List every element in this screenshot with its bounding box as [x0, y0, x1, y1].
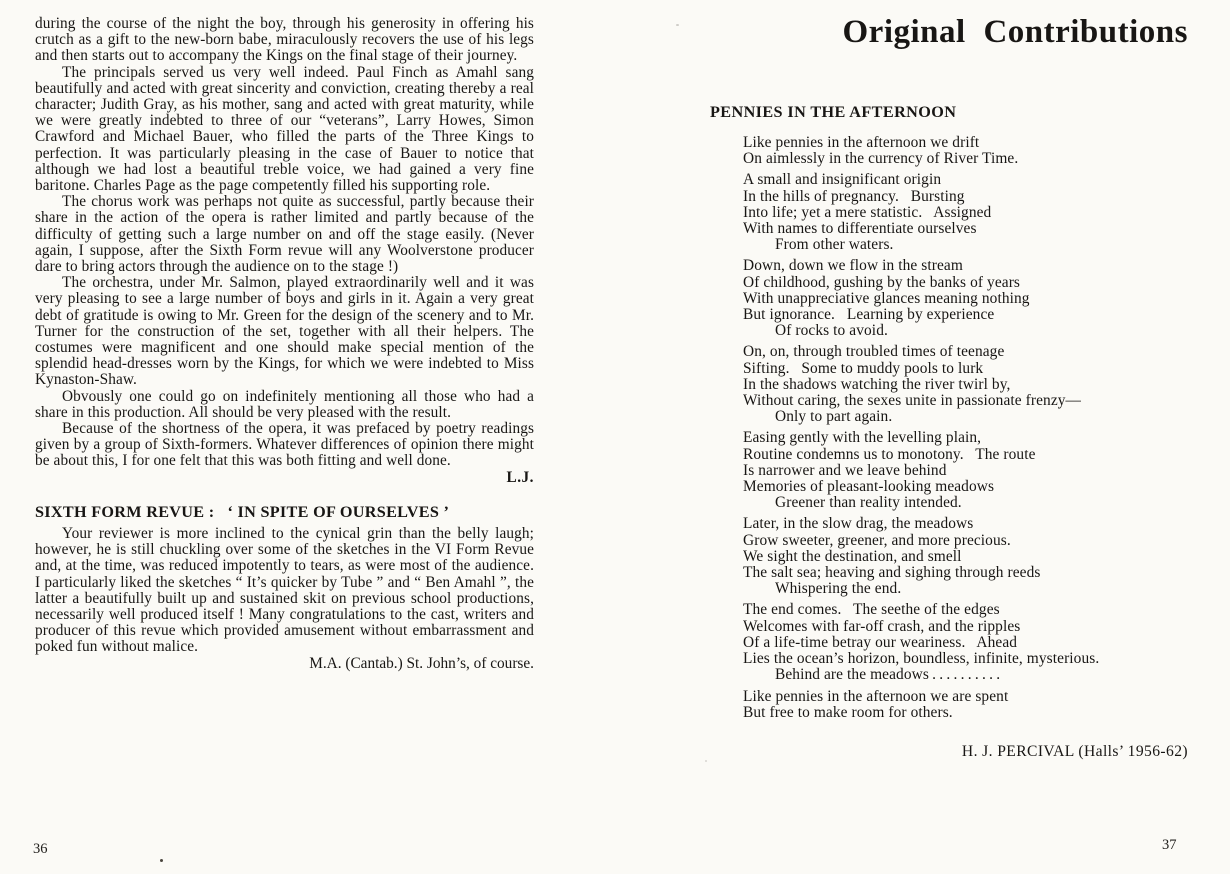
poem-line: Into life; yet a mere statistic. Assigned — [743, 203, 992, 221]
poem-stanza — [743, 602, 1188, 683]
left-page-number: 36 — [33, 841, 48, 857]
right-page — [708, 12, 1188, 760]
poem-line: Grow sweeter, greener, and more precious. — [743, 531, 1011, 549]
poem-line: Behind are the meadows . . . . . . . . . . — [775, 666, 1001, 684]
review-paragraph: Obvously one could go on indefinitely mentioning all those who had a share in this production. All should be very pleased with the result. — [35, 387, 534, 421]
poem-line: But ignorance. Learning by experience — [743, 306, 995, 324]
poem-body — [743, 135, 1188, 721]
poem-line: The end comes. The seethe of the edges — [743, 601, 1000, 619]
poem-line: Only to part again. — [775, 408, 893, 426]
poem-stanza — [743, 135, 1188, 167]
poem-line: With unappreciative glances meaning nothing — [743, 289, 1030, 307]
section-title: Original Contributions — [842, 14, 1188, 50]
poem-stanza — [743, 172, 1188, 253]
poem-stanza — [743, 430, 1188, 511]
poem-line: Later, in the slow drag, the meadows — [743, 515, 974, 533]
poem-line: Easing gently with the levelling plain, — [743, 429, 982, 447]
poem-line: In the shadows watching the river twirl by, — [743, 375, 1011, 393]
scan-speck — [676, 24, 679, 26]
poem-line: From other waters. — [775, 236, 894, 254]
review-paragraph: during the course of the night the boy, through his generosity in offering his crutch as a gift to the new-born babe, miraculously recovers the use of his legs and then starts out to accompany the Kings on the final stage of their journey. — [35, 15, 534, 65]
poem-line: On, on, through troubled times of teenage — [743, 343, 1005, 361]
review-paragraph: The principals served us very well indeed. Paul Finch as Amahl sang beautifully and acted with great sincerity and conviction, creating thereby a real character; Judith Gray, as his mother, sang and acted with great maturity, while we were greatly indebted to three of our “veterans”, Larry Howes, Simon Crawford and Michael Bauer, who filled the parts of the Three Kings to perfection. It was particularly pleasing in the case of Bauer to notice that although we had lost a beautiful treble voice, we had gained a very fine baritone. Charles Page as the page competently filled his supporting role. — [35, 63, 534, 195]
scan-speck — [705, 760, 707, 762]
revue-section-heading: SIXTH FORM REVUE : ‘ IN SPITE OF OURSELVES ’ — [35, 502, 450, 521]
poem-line: Is narrower and we leave behind — [743, 461, 947, 479]
poem-line: Like pennies in the afternoon we drift — [743, 134, 980, 151]
poem-line: Sifting. Some to muddy pools to lurk — [743, 359, 984, 377]
poem-line: Welcomes with far-off crash, and the ripples — [743, 617, 1021, 635]
poem-line: Like pennies in the afternoon we are spent — [743, 687, 1009, 705]
review-paragraph: Because of the shortness of the opera, it was prefaced by poetry readings given by a group of Sixth-formers. Whatever differences of opinion there might be about this, I for one felt that this was both fitting and well done. — [35, 420, 534, 470]
poem-line: But free to make room for others. — [743, 703, 953, 721]
right-page-number: 37 — [1162, 837, 1177, 853]
poem-stanza — [743, 258, 1188, 339]
poem-line: In the hills of pregnancy. Bursting — [743, 187, 965, 205]
poem-line: Memories of pleasant-looking meadows — [743, 478, 995, 496]
opera-review-paragraphs — [35, 16, 534, 470]
poem-line: A small and insignificant origin — [743, 171, 942, 189]
poem-line: With names to differentiate ourselves — [743, 220, 977, 238]
revue-signature: M.A. (Cantab.) St. John’s, of course. — [309, 654, 534, 672]
scan-speck — [160, 859, 163, 862]
poem-line: We sight the destination, and smell — [743, 547, 962, 565]
poem-line: On aimlessly in the currency of River Time. — [743, 150, 1019, 168]
poem-line: Of a life-time betray our weariness. Ahead — [743, 633, 1018, 651]
revue-paragraph: Your reviewer is more inclined to the cynical grin than the belly laugh; however, he is still chuckling over some of the sketches in the VI Form Revue and, at the time, was reduced impotently to tears, as were most of the audience. I particularly liked the sketches “ It’s quicker by Tube ” and “ Ben Amahl ”, the latter a beautifully built up and sustained skit on previous school productions, necessarily well produced itself ! Many congratulations to the cast, writers and producer of this revue which provided amusement without embarrassment and poked fun without malice. — [35, 524, 534, 656]
poem-line: Greener than reality intended. — [775, 494, 962, 512]
poem-line: Of rocks to avoid. — [775, 322, 888, 340]
reviewer-initials: L.J. — [506, 468, 534, 486]
poem-title: PENNIES IN THE AFTERNOON — [710, 103, 957, 121]
poem-stanza — [743, 689, 1188, 721]
poem-stanza — [743, 516, 1188, 597]
poem-line: Whispering the end. — [775, 580, 902, 598]
poem-stanza — [743, 344, 1188, 425]
poem-line: Down, down we flow in the stream — [743, 257, 963, 275]
poem-line: Lies the ocean’s horizon, boundless, infinite, mysterious. — [743, 650, 1100, 668]
poem-line: Without caring, the sexes unite in passionate frenzy— — [743, 392, 1082, 410]
poem-line: The salt sea; heaving and sighing through reeds — [743, 564, 1041, 582]
poem-line: Routine condemns us to monotony. The route — [743, 445, 1036, 463]
review-paragraph: The orchestra, under Mr. Salmon, played extraordinarily well and it was very pleasing to see a large number of boys and girls in it. Again a very great debt of gratitude is owing to Mr. Green for the design of the scenery and to Mr. Turner for the construction of the set, together with all their helpers. The costumes were magnificent and one should make special mention of the splendid head-dresses worn by the Kings, for which we were indebted to Miss Kynaston-Shaw. — [35, 274, 534, 389]
poem-author: H. J. PERCIVAL (Halls’ 1956-62) — [961, 742, 1188, 760]
review-paragraph: The chorus work was perhaps not quite as successful, partly because their share in the action of the opera is rather limited and partly because of the difficulty of getting such a large number on and off the stage easily. (Never again, I suppose, after the Sixth Form revue will any Woolverstone producer dare to bring actors through the audience on to the stage !) — [35, 193, 534, 276]
left-page — [35, 16, 534, 672]
poem-line: Of childhood, gushing by the banks of years — [743, 273, 1021, 291]
